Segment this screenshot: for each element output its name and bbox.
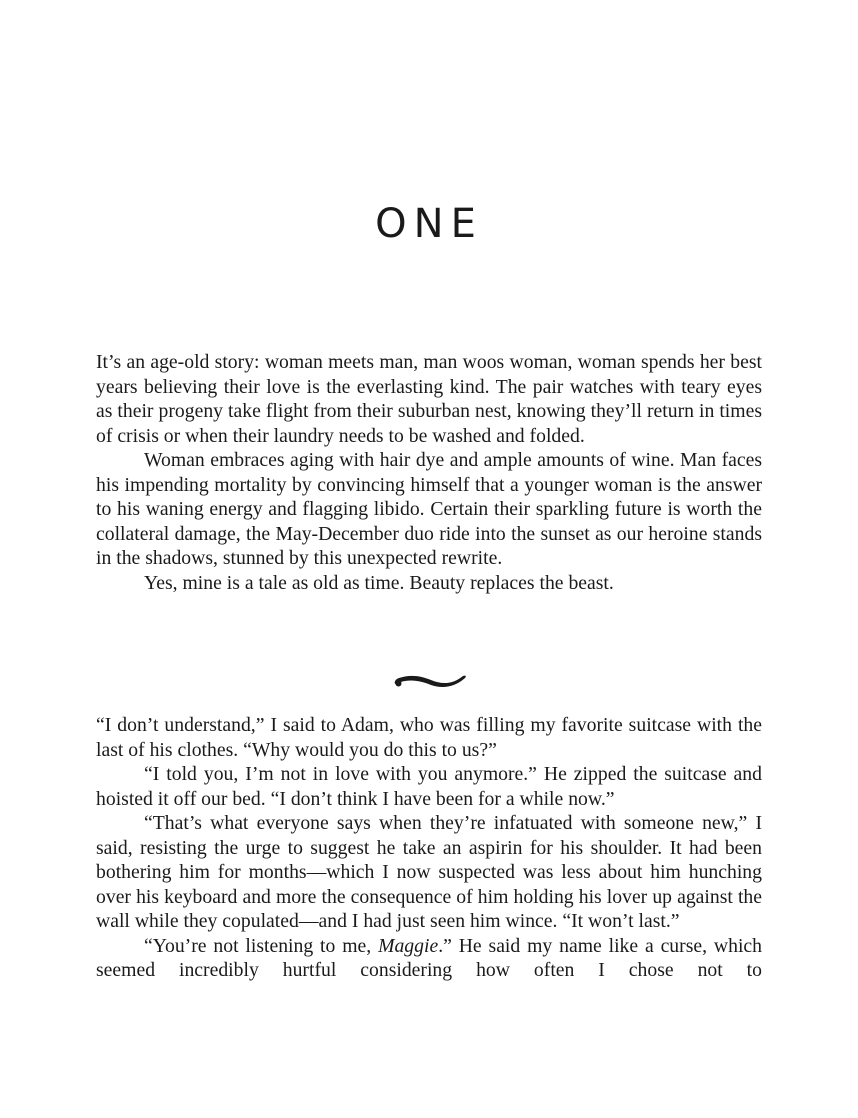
section-two — [96, 713, 762, 983]
paragraph-4: “I don’t understand,” I said to Adam, who was filling my favorite suitcase with the last of his clothes. “Why would you do this to us?” — [96, 714, 762, 761]
section-one — [96, 350, 762, 595]
paragraph-3: Yes, mine is a tale as old as time. Beauty replaces the beast. — [144, 571, 614, 594]
character-name: Maggie — [378, 934, 439, 957]
paragraph-1: It’s an age-old story: woman meets man, man woos woman, woman spends her best years believing their love is the everlasting kind. The pair watches with teary eyes as their progeny take flight from their suburban nest, knowing they’ll return in times of crisis or when their laundry needs to be washed and folded. — [96, 351, 762, 447]
chapter-title: ONE — [375, 201, 483, 247]
paragraph-2: Woman embraces aging with hair dye and ample amounts of wine. Man faces his impending mortality by convincing himself that a younger woman is the answer to his waning energy and flagging libido. Certain their sparkling future is worth the collateral damage, the May-December duo ride into the sunset as our heroine stands in the shadows, stunned by this unexpected rewrite. — [96, 449, 762, 569]
paragraph-7-start: “You’re not listening to me, — [144, 934, 379, 957]
paragraph-7-end: .” He said my name like a curse, which seemed incredibly hurtful considering how often I chose not to — [96, 934, 762, 981]
paragraph-6: “That’s what everyone says when they’re infatuated with someone new,” I said, resisting the urge to suggest he take an aspirin for his shoulder. It had been bothering him for months—which I now suspected was less about him hunching over his keyboard and more the consequence of him holding his lover up against the wall while they copulated—and I had just seen him wince. “It won’t last.” — [96, 812, 762, 932]
swash-ornament-icon — [391, 664, 469, 692]
paragraph-5: “I told you, I’m not in love with you anymore.” He zipped the suitcase and hoisted it off our bed. “I don’t think I have been for a while now.” — [96, 763, 762, 810]
paragraph-7 — [96, 934, 762, 983]
